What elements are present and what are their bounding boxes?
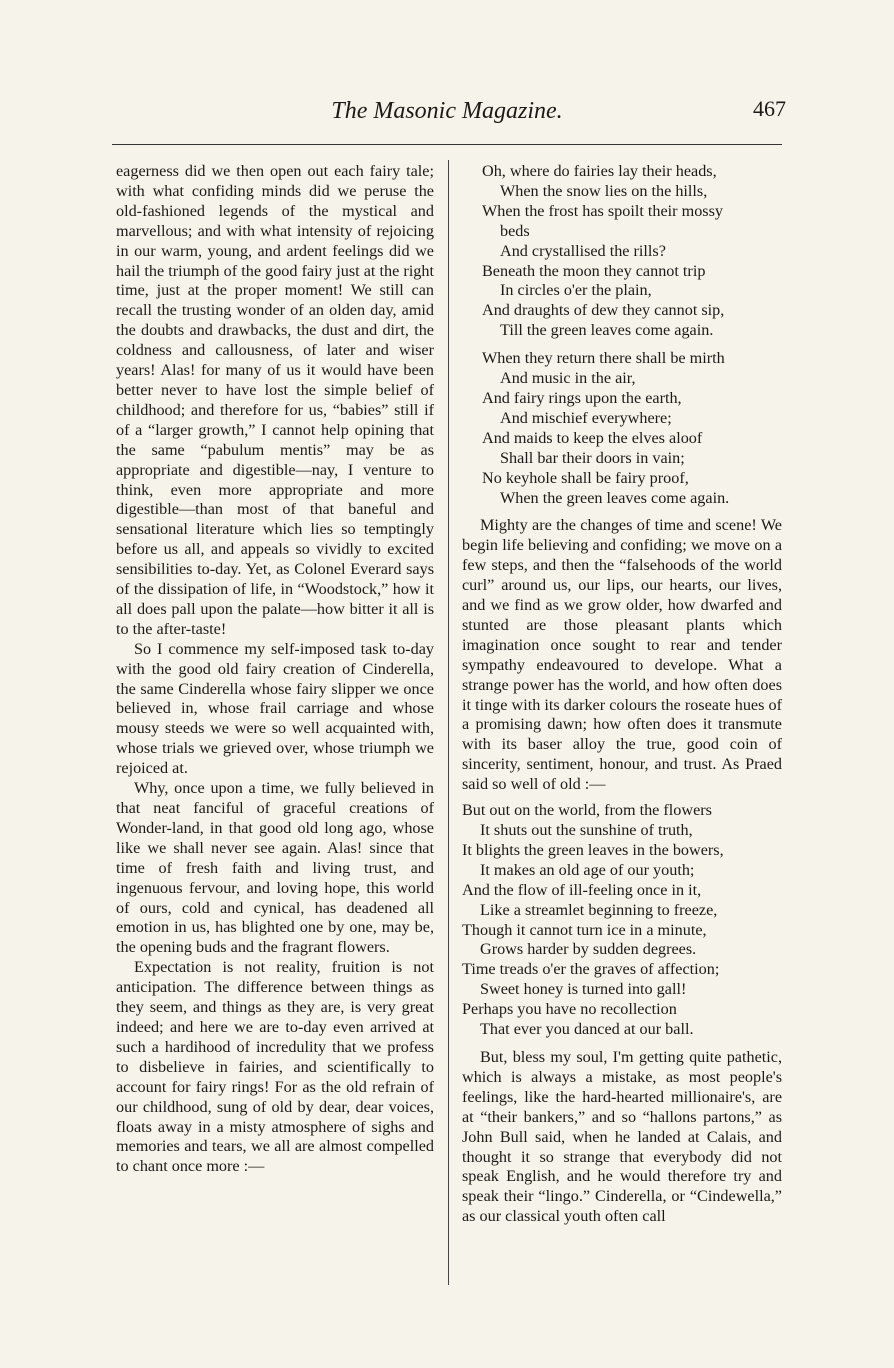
poem-line: When the snow lies on the hills, (500, 181, 708, 200)
poem-line: It makes an old age of our youth; (480, 860, 695, 879)
paragraph: So I commence my self-imposed task to-day with the good old fairy creation of Cinderella, the same Cinderella whose fairy slipper we once believed in, whose frail carriage and whose mousy steeds we were so well acquainted with, whose trials we grieved over, whose triumph we rejoiced at. (116, 639, 434, 778)
poem-line: Oh, where do fairies lay their heads, (482, 162, 717, 180)
paragraph: eagerness did we then open out each fairy tale; with what confiding minds did we peruse the old-fashioned legends of the mystical and marvellous; and with what intensity of rejoicing in our warm, young, and ardent feelings did we hail the triumph of the good fairy just at the right time, just at the proper moment! We still can recall the trusting wonder of an olden day, amid the doubts and drawbacks, the dust and dirt, the coldness and callousness, of later and wiser years! Alas! for many of us it would have been better never to have lost the simple belief of childhood; and therefore for us, “babies” still if of a “larger growth,” I cannot help opining that the same “pabulum mentis” may be as appropriate and digestible—nay, I venture to think, even more appropriate and more digestible—than most of that baneful and sensational literature which lies so temptingly before us all, and appeals so vividly to excited sensibilities to-day. Yet, as Colonel Everard says of the dissipation of life, in “Woodstock,” how it all does pall upon the palate—how bitter it all is to the after-taste! (116, 162, 434, 638)
poem-line: And maids to keep the elves aloof (482, 428, 703, 447)
poem-line: And crystallised the rills? (500, 241, 666, 260)
paragraph: Mighty are the changes of time and scene! We begin life believing and confiding; we move on a few steps, and then the “falsehoods of the world curl” around us, our lips, our hearts, our lives, and we find as we grow older, how dwarfed and stunted are those pleasant plants which imagination once sought to rear and tender sympathy endeavoured to develope. What a strange power has the world, and how often does it tinge with its darker colours the roseate hues of a promising dawn; how often does it transmute with its baser alloy the true, good coin of sincerity, sentiment, honour, and trust. As Praed said so well of old :— (462, 516, 782, 794)
poem-line: It blights the green leaves in the bowers, (462, 840, 724, 859)
paragraph: But, bless my soul, I'm getting quite pathetic, which is always a mistake, as most people's feelings, like the hard-hearted millionaire's, are at “their bankers,” and so “hallons partons,” as John Bull said, when he landed at Calais, and thought it so strange that everybody did not speak English, and he would therefore try and speak their “lingo.” Cinderella, or “Cindewella,” as our classical youth often call (462, 1047, 782, 1226)
right-column (462, 162, 782, 1227)
poem-line: And the flow of ill-feeling once in it, (462, 880, 702, 899)
paragraph: Why, once upon a time, we fully believed in that neat fanciful of graceful creations of Wonder-land, in that good old long ago, whose like we shall never see again. Alas! since that time of fresh faith and living trust, and ingenuous fervour, and loving hope, this world of ours, cold and cynical, has deadened all emotion in us, has blighted one by one, may be, the opening buds and the fragrant flowers. (116, 779, 434, 957)
poem-line: Sweet honey is turned into gall! (480, 980, 687, 999)
column-divider (448, 160, 449, 1285)
poem-line: When they return there shall be mirth (482, 349, 725, 368)
poem-line: And fairy rings upon the earth, (482, 388, 682, 407)
paragraph: Expectation is not reality, fruition is not anticipation. The difference between things as they seem, and things as they are, is very great indeed; and here we are to-day even arrived at such a hardihood of incredulity that we profess to disbelieve in fairies, and scientifically to account for fairy rings! For as the old refrain of our childhood, sung of old by dear, dear voices, floats away in a misty atmosphere of sighs and memories and tears, we all are almost compelled to chant once more :— (116, 958, 434, 1176)
poem-line: Grows harder by sudden degrees. (480, 940, 697, 959)
poem-line: beds (500, 221, 530, 240)
poem-line: And draughts of dew they cannot sip, (482, 301, 725, 320)
poem-line: No keyhole shall be fairy proof, (482, 468, 689, 487)
poem-line: And music in the air, (500, 369, 636, 388)
magazine-title: The Masonic Magazine. (331, 98, 563, 124)
poem-line: Time treads o'er the graves of affection; (462, 960, 720, 979)
poem-line: Beneath the moon they cannot trip (482, 261, 706, 280)
poem-stanza-1 (482, 162, 782, 341)
poem-line: In circles o'er the plain, (500, 281, 652, 300)
header-rule (112, 144, 782, 145)
poem-line: When the green leaves come again. (500, 488, 730, 507)
poem-stanza-3 (462, 801, 782, 1040)
left-column (116, 162, 434, 1177)
poem-line: And mischief everywhere; (500, 408, 672, 427)
poem-line: It shuts out the sunshine of truth, (480, 821, 693, 839)
page-number: 467 (753, 96, 786, 121)
poem-line: Shall bar their doors in vain; (500, 448, 685, 467)
poem-line: Like a streamlet beginning to freeze, (480, 900, 718, 919)
poem-line: But out on the world, from the flowers (462, 801, 712, 820)
poem-line: When the frost has spoilt their mossy (482, 201, 723, 220)
poem-stanza-2 (482, 349, 782, 508)
poem-line: Till the green leaves come again. (500, 321, 714, 340)
poem-line: That ever you danced at our ball. (480, 1020, 694, 1039)
poem-line: Perhaps you have no recollection (462, 1000, 677, 1019)
poem-line: Though it cannot turn ice in a minute, (462, 920, 707, 939)
